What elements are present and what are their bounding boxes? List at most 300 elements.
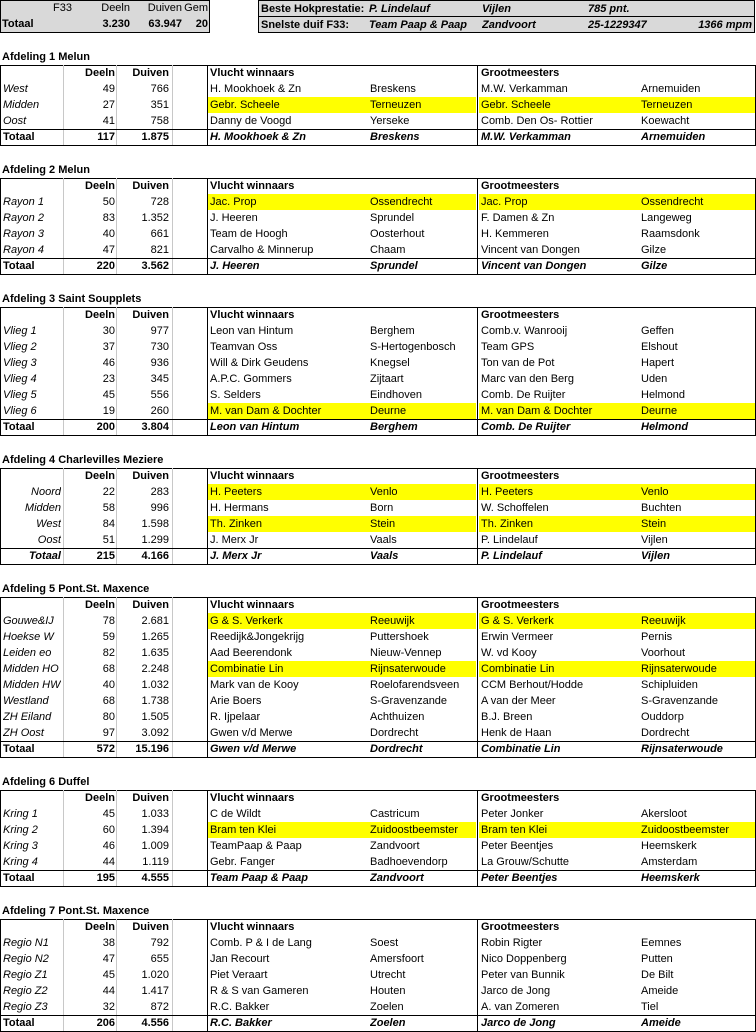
row-deeln[interactable]: 23 xyxy=(102,373,115,385)
section-title[interactable]: Afdeling 1 Melun xyxy=(2,51,90,63)
row-vlucht-name[interactable]: G & S. Verkerk xyxy=(210,615,283,627)
row-groot-name[interactable]: Nico Doppenberg xyxy=(481,953,567,965)
column-header-vlucht[interactable]: Vlucht winnaars xyxy=(210,470,295,482)
row-groot-place[interactable]: Gilze xyxy=(641,244,667,256)
row-vlucht-name[interactable]: Jan Recourt xyxy=(210,953,270,965)
row-groot-name[interactable]: Vincent van Dongen xyxy=(481,244,580,256)
row-vlucht-name[interactable]: Piet Veraart xyxy=(210,969,268,981)
total-groot-place[interactable]: Rijnsaterwoude xyxy=(641,743,723,755)
column-header-vlucht[interactable]: Vlucht winnaars xyxy=(210,792,295,804)
row-vlucht-name[interactable]: TeamPaap & Paap xyxy=(210,840,302,852)
total-deeln[interactable]: 117 xyxy=(97,131,115,143)
row-duiven[interactable]: 766 xyxy=(150,83,169,95)
row-vlucht-name[interactable]: Gebr. Scheele xyxy=(210,99,280,111)
row-groot-name[interactable]: Gebr. Scheele xyxy=(481,99,551,111)
row-vlucht-place[interactable]: Amersfoort xyxy=(370,953,424,965)
row-deeln[interactable]: 41 xyxy=(102,115,115,127)
row-groot-place[interactable]: Voorhout xyxy=(641,647,686,659)
row-vlucht-place[interactable]: Oosterhout xyxy=(370,228,425,240)
row-groot-place[interactable]: Raamsdonk xyxy=(641,228,700,240)
row-vlucht-name[interactable]: Gebr. Fanger xyxy=(210,856,275,868)
row-vlucht-name[interactable]: Th. Zinken xyxy=(210,518,262,530)
row-groot-place[interactable]: Tiel xyxy=(641,1001,659,1013)
row-vlucht-name[interactable]: J. Merx Jr xyxy=(210,534,259,546)
row-groot-place[interactable]: Elshout xyxy=(641,341,678,353)
row-vlucht-name[interactable]: Gwen v/d Merwe xyxy=(210,727,293,739)
total-label[interactable]: Totaal xyxy=(3,131,35,143)
total-deeln[interactable]: 215 xyxy=(96,550,115,562)
row-deeln[interactable]: 37 xyxy=(102,341,115,353)
best-duif-label[interactable]: Snelste duif F33: xyxy=(261,19,350,31)
row-vlucht-name[interactable]: S. Selders xyxy=(210,389,261,401)
row-duiven[interactable]: 792 xyxy=(150,937,169,949)
row-groot-name[interactable]: Robin Rigter xyxy=(481,937,543,949)
row-label[interactable]: Kring 3 xyxy=(3,840,38,852)
row-groot-place[interactable]: Putten xyxy=(641,953,673,965)
row-groot-place[interactable]: Vijlen xyxy=(641,534,668,546)
row-groot-name[interactable]: Jarco de Jong xyxy=(481,985,551,997)
row-vlucht-name[interactable]: Reedijk&Jongekrijg xyxy=(210,631,305,643)
summary-totaal-deeln[interactable]: 3.230 xyxy=(102,18,130,30)
row-groot-name[interactable]: Comb.v. Wanrooij xyxy=(481,325,568,337)
row-duiven[interactable]: 2.681 xyxy=(141,615,169,627)
column-header-duiven[interactable]: Duiven xyxy=(132,599,169,611)
total-duiven[interactable]: 4.555 xyxy=(141,872,169,884)
row-deeln[interactable]: 40 xyxy=(102,228,115,240)
row-groot-name[interactable]: Comb. De Ruijter xyxy=(481,389,566,401)
row-vlucht-place[interactable]: Rijnsaterwoude xyxy=(370,663,446,675)
row-deeln[interactable]: 27 xyxy=(102,99,115,111)
best-hok-label[interactable]: Beste Hokprestatie: xyxy=(261,3,365,15)
row-vlucht-name[interactable]: Teamvan Oss xyxy=(210,341,278,353)
row-groot-place[interactable]: Akersloot xyxy=(641,808,687,820)
row-duiven[interactable]: 1.265 xyxy=(141,631,169,643)
row-vlucht-place[interactable]: Zuidoostbeemster xyxy=(370,824,459,836)
row-label[interactable]: Kring 2 xyxy=(3,824,38,836)
total-vlucht-place[interactable]: Breskens xyxy=(370,131,420,143)
row-label[interactable]: Midden xyxy=(3,99,40,111)
row-vlucht-place[interactable]: Badhoevendorp xyxy=(370,856,448,868)
row-duiven[interactable]: 2.248 xyxy=(141,663,169,675)
row-label[interactable]: Rayon 3 xyxy=(3,228,44,240)
row-deeln[interactable]: 45 xyxy=(102,808,115,820)
row-duiven[interactable]: 1.352 xyxy=(141,212,169,224)
row-vlucht-place[interactable]: S-Gravenzande xyxy=(370,695,448,707)
total-vlucht-name[interactable]: H. Mookhoek & Zn xyxy=(210,131,306,143)
best-duif-place[interactable]: Zandvoort xyxy=(482,19,536,31)
row-vlucht-place[interactable]: Castricum xyxy=(370,808,420,820)
row-groot-name[interactable]: H. Kemmeren xyxy=(481,228,549,240)
row-vlucht-name[interactable]: J. Heeren xyxy=(210,212,258,224)
row-vlucht-place[interactable]: Stein xyxy=(370,518,396,530)
row-vlucht-name[interactable]: H. Mookhoek & Zn xyxy=(210,83,302,95)
total-groot-place[interactable]: Arnemuiden xyxy=(641,131,706,143)
row-duiven[interactable]: 1.394 xyxy=(141,824,169,836)
column-header-vlucht[interactable]: Vlucht winnaars xyxy=(210,921,295,933)
row-groot-name[interactable]: Bram ten Klei xyxy=(481,824,548,836)
row-duiven[interactable]: 936 xyxy=(150,357,169,369)
row-duiven[interactable]: 351 xyxy=(150,99,169,111)
total-vlucht-name[interactable]: J. Heeren xyxy=(210,260,260,272)
section-title[interactable]: Afdeling 7 Pont.St. Maxence xyxy=(2,905,150,917)
summary-header-duiven[interactable]: Duiven xyxy=(147,2,182,14)
row-groot-place[interactable]: Eemnes xyxy=(641,937,682,949)
row-groot-name[interactable]: Jac. Prop xyxy=(481,196,528,208)
column-header-duiven[interactable]: Duiven xyxy=(132,180,169,192)
total-groot-place[interactable]: Ameide xyxy=(641,1017,681,1029)
row-label[interactable]: Vlieg 6 xyxy=(3,405,37,417)
total-groot-place[interactable]: Gilze xyxy=(641,260,668,272)
column-header-duiven[interactable]: Duiven xyxy=(132,67,169,79)
row-vlucht-name[interactable]: R.C. Bakker xyxy=(210,1001,270,1013)
row-vlucht-place[interactable]: Berghem xyxy=(370,325,415,337)
row-deeln[interactable]: 59 xyxy=(102,631,115,643)
row-label[interactable]: Regio N2 xyxy=(3,953,49,965)
row-label[interactable]: Leiden eo xyxy=(3,647,52,659)
row-groot-place[interactable]: Hapert xyxy=(641,357,675,369)
row-deeln[interactable]: 44 xyxy=(102,856,115,868)
row-deeln[interactable]: 68 xyxy=(102,663,115,675)
column-header-duiven[interactable]: Duiven xyxy=(132,921,169,933)
row-label[interactable]: Midden HO xyxy=(3,663,59,675)
row-deeln[interactable]: 40 xyxy=(102,679,115,691)
row-duiven[interactable]: 260 xyxy=(150,405,169,417)
row-label[interactable]: Rayon 4 xyxy=(3,244,44,256)
best-hok-points[interactable]: 785 pnt. xyxy=(588,3,630,15)
row-groot-place[interactable]: Rijnsaterwoude xyxy=(641,663,717,675)
total-vlucht-name[interactable]: R.C. Bakker xyxy=(210,1017,272,1029)
row-vlucht-place[interactable]: Ossendrecht xyxy=(370,196,433,208)
section-title[interactable]: Afdeling 5 Pont.St. Maxence xyxy=(2,583,150,595)
row-groot-place[interactable]: Venlo xyxy=(641,486,669,498)
total-duiven[interactable]: 3.804 xyxy=(141,421,169,433)
row-groot-name[interactable]: H. Peeters xyxy=(481,486,533,498)
row-groot-place[interactable]: Reeuwijk xyxy=(641,615,686,627)
row-vlucht-place[interactable]: Eindhoven xyxy=(370,389,422,401)
total-vlucht-name[interactable]: Leon van Hintum xyxy=(210,421,300,433)
total-deeln[interactable]: 195 xyxy=(96,872,115,884)
row-vlucht-place[interactable]: Zoelen xyxy=(370,1001,404,1013)
total-vlucht-place[interactable]: Dordrecht xyxy=(370,743,423,755)
row-label[interactable]: Oost xyxy=(37,534,61,546)
total-duiven[interactable]: 15.196 xyxy=(135,743,169,755)
row-vlucht-place[interactable]: Vaals xyxy=(370,534,397,546)
summary-header-f33[interactable]: F33 xyxy=(53,2,72,14)
row-duiven[interactable]: 556 xyxy=(150,389,169,401)
row-deeln[interactable]: 45 xyxy=(102,389,115,401)
row-deeln[interactable]: 78 xyxy=(102,615,115,627)
row-groot-name[interactable]: CCM Berhout/Hodde xyxy=(481,679,584,691)
row-groot-place[interactable]: Arnemuiden xyxy=(641,83,701,95)
row-vlucht-name[interactable]: Team de Hoogh xyxy=(210,228,288,240)
row-groot-place[interactable]: Uden xyxy=(641,373,668,385)
row-label[interactable]: Vlieg 1 xyxy=(3,325,37,337)
column-header-deeln[interactable]: Deeln xyxy=(85,180,115,192)
column-header-groot[interactable]: Grootmeesters xyxy=(481,67,560,79)
best-duif-name[interactable]: Team Paap & Paap xyxy=(369,19,468,31)
row-vlucht-place[interactable]: Terneuzen xyxy=(370,99,422,111)
total-deeln[interactable]: 572 xyxy=(96,743,115,755)
row-groot-place[interactable]: Pernis xyxy=(641,631,673,643)
column-header-duiven[interactable]: Duiven xyxy=(132,470,169,482)
row-vlucht-place[interactable]: Yerseke xyxy=(370,115,410,127)
row-vlucht-name[interactable]: A.P.C. Gommers xyxy=(210,373,292,385)
row-duiven[interactable]: 1.020 xyxy=(141,969,169,981)
row-deeln[interactable]: 82 xyxy=(102,647,115,659)
row-duiven[interactable]: 1.505 xyxy=(141,711,169,723)
row-groot-place[interactable]: Zuidoostbeemster xyxy=(641,824,730,836)
column-header-deeln[interactable]: Deeln xyxy=(85,921,115,933)
row-groot-place[interactable]: Dordrecht xyxy=(641,727,690,739)
summary-totaal-duiven[interactable]: 63.947 xyxy=(148,18,182,30)
row-vlucht-name[interactable]: C de Wildt xyxy=(210,808,261,820)
total-label[interactable]: Totaal xyxy=(3,743,35,755)
row-vlucht-name[interactable]: Jac. Prop xyxy=(210,196,257,208)
row-vlucht-place[interactable]: Nieuw-Vennep xyxy=(370,647,442,659)
row-duiven[interactable]: 661 xyxy=(150,228,169,240)
row-groot-name[interactable]: Comb. Den Os- Rottier xyxy=(481,115,593,127)
row-vlucht-place[interactable]: S-Hertogenbosch xyxy=(370,341,456,353)
column-header-deeln[interactable]: Deeln xyxy=(85,792,115,804)
column-header-vlucht[interactable]: Vlucht winnaars xyxy=(210,309,295,321)
total-groot-name[interactable]: Comb. De Ruijter xyxy=(481,421,571,433)
column-header-groot[interactable]: Grootmeesters xyxy=(481,180,560,192)
row-deeln[interactable]: 58 xyxy=(102,502,115,514)
total-vlucht-name[interactable]: Team Paap & Paap xyxy=(210,872,309,884)
row-vlucht-place[interactable]: Puttershoek xyxy=(370,631,429,643)
row-label[interactable]: Vlieg 4 xyxy=(3,373,37,385)
row-duiven[interactable]: 1.032 xyxy=(141,679,169,691)
row-label[interactable]: Regio N1 xyxy=(3,937,49,949)
row-vlucht-place[interactable]: Reeuwijk xyxy=(370,615,415,627)
total-vlucht-place[interactable]: Berghem xyxy=(370,421,418,433)
total-groot-name[interactable]: Combinatie Lin xyxy=(481,743,561,755)
row-groot-place[interactable]: Buchten xyxy=(641,502,682,514)
row-groot-name[interactable]: W. Schoffelen xyxy=(481,502,549,514)
row-deeln[interactable]: 22 xyxy=(102,486,115,498)
row-label[interactable]: ZH Oost xyxy=(3,727,44,739)
row-deeln[interactable]: 51 xyxy=(102,534,115,546)
row-groot-name[interactable]: G & S. Verkerk xyxy=(481,615,554,627)
row-deeln[interactable]: 32 xyxy=(102,1001,115,1013)
row-deeln[interactable]: 45 xyxy=(102,969,115,981)
row-groot-place[interactable]: Amsterdam xyxy=(641,856,698,868)
total-groot-place[interactable]: Heemskerk xyxy=(641,872,700,884)
row-groot-place[interactable]: Stein xyxy=(641,518,667,530)
section-title[interactable]: Afdeling 3 Saint Soupplets xyxy=(2,293,142,305)
row-duiven[interactable]: 283 xyxy=(150,486,169,498)
row-deeln[interactable]: 47 xyxy=(102,244,115,256)
row-groot-place[interactable]: Heemskerk xyxy=(641,840,697,852)
row-label[interactable]: Rayon 1 xyxy=(3,196,44,208)
row-vlucht-place[interactable]: Houten xyxy=(370,985,406,997)
row-vlucht-name[interactable]: R. Ijpelaar xyxy=(210,711,261,723)
column-header-deeln[interactable]: Deeln xyxy=(85,599,115,611)
row-groot-name[interactable]: M.W. Verkamman xyxy=(481,83,568,95)
row-duiven[interactable]: 1.009 xyxy=(141,840,169,852)
row-groot-name[interactable]: Peter Jonker xyxy=(481,808,544,820)
row-vlucht-place[interactable]: Zijtaart xyxy=(370,373,404,385)
total-groot-place[interactable]: Vijlen xyxy=(641,550,670,562)
row-groot-place[interactable]: Helmond xyxy=(641,389,686,401)
row-duiven[interactable]: 821 xyxy=(150,244,169,256)
row-deeln[interactable]: 97 xyxy=(102,727,115,739)
row-vlucht-name[interactable]: Aad Beerendonk xyxy=(210,647,292,659)
row-duiven[interactable]: 1.119 xyxy=(142,856,169,868)
row-groot-name[interactable]: M. van Dam & Dochter xyxy=(481,405,593,417)
row-groot-name[interactable]: Team GPS xyxy=(481,341,535,353)
column-header-groot[interactable]: Grootmeesters xyxy=(481,599,560,611)
row-vlucht-name[interactable]: H. Hermans xyxy=(210,502,269,514)
row-label[interactable]: Kring 4 xyxy=(3,856,38,868)
column-header-vlucht[interactable]: Vlucht winnaars xyxy=(210,180,295,192)
row-deeln[interactable]: 46 xyxy=(102,840,115,852)
total-vlucht-place[interactable]: Zoelen xyxy=(370,1017,406,1029)
row-vlucht-place[interactable]: Born xyxy=(370,502,394,514)
row-vlucht-place[interactable]: Deurne xyxy=(370,405,407,417)
row-vlucht-name[interactable]: R & S van Gameren xyxy=(210,985,309,997)
row-vlucht-place[interactable]: Sprundel xyxy=(370,212,415,224)
row-vlucht-name[interactable]: Bram ten Klei xyxy=(210,824,277,836)
row-vlucht-place[interactable]: Soest xyxy=(370,937,399,949)
row-label[interactable]: Regio Z3 xyxy=(3,1001,48,1013)
summary-header-deeln[interactable]: Deeln xyxy=(101,2,130,14)
row-groot-name[interactable]: Combinatie Lin xyxy=(481,663,555,675)
row-groot-name[interactable]: Erwin Vermeer xyxy=(481,631,554,643)
row-duiven[interactable]: 1.417 xyxy=(141,985,169,997)
row-duiven[interactable]: 728 xyxy=(150,196,169,208)
summary-header-gem[interactable]: Gem xyxy=(184,2,208,14)
row-label[interactable]: ZH Eiland xyxy=(3,711,52,723)
row-label[interactable]: Vlieg 5 xyxy=(3,389,37,401)
row-deeln[interactable]: 30 xyxy=(102,325,115,337)
section-title[interactable]: Afdeling 2 Melun xyxy=(2,164,90,176)
row-deeln[interactable]: 19 xyxy=(102,405,115,417)
row-label[interactable]: Regio Z1 xyxy=(3,969,48,981)
summary-totaal-gem[interactable]: 20 xyxy=(195,18,208,30)
row-groot-place[interactable]: Koewacht xyxy=(641,115,690,127)
row-duiven[interactable]: 996 xyxy=(150,502,169,514)
total-groot-name[interactable]: P. Lindelauf xyxy=(481,550,542,562)
row-label[interactable]: Vlieg 2 xyxy=(3,341,37,353)
total-vlucht-place[interactable]: Sprundel xyxy=(370,260,418,272)
row-vlucht-name[interactable]: Arie Boers xyxy=(210,695,262,707)
row-groot-place[interactable]: Ossendrecht xyxy=(641,196,704,208)
row-label[interactable]: Vlieg 3 xyxy=(3,357,37,369)
row-groot-name[interactable]: A. van Zomeren xyxy=(481,1001,560,1013)
row-deeln[interactable]: 44 xyxy=(102,985,115,997)
row-label[interactable]: Regio Z2 xyxy=(3,985,48,997)
row-groot-name[interactable]: Henk de Haan xyxy=(481,727,552,739)
row-deeln[interactable]: 46 xyxy=(102,357,115,369)
row-duiven[interactable]: 3.092 xyxy=(141,727,169,739)
row-groot-place[interactable]: S-Gravenzande xyxy=(641,695,719,707)
column-header-groot[interactable]: Grootmeesters xyxy=(481,309,560,321)
column-header-deeln[interactable]: Deeln xyxy=(85,470,115,482)
row-vlucht-place[interactable]: Utrecht xyxy=(370,969,406,981)
total-label[interactable]: Totaal xyxy=(29,550,61,562)
row-deeln[interactable]: 84 xyxy=(102,518,115,530)
total-groot-place[interactable]: Helmond xyxy=(641,421,689,433)
row-duiven[interactable]: 977 xyxy=(150,325,169,337)
row-label[interactable]: Gouwe&IJ xyxy=(3,615,54,627)
row-label[interactable]: Midden HW xyxy=(3,679,61,691)
row-duiven[interactable]: 1.299 xyxy=(141,534,169,546)
total-groot-name[interactable]: M.W. Verkamman xyxy=(481,131,571,143)
column-header-duiven[interactable]: Duiven xyxy=(132,792,169,804)
column-header-groot[interactable]: Grootmeesters xyxy=(481,792,560,804)
total-label[interactable]: Totaal xyxy=(3,872,35,884)
row-vlucht-place[interactable]: Venlo xyxy=(370,486,398,498)
row-vlucht-name[interactable]: H. Peeters xyxy=(210,486,262,498)
row-vlucht-place[interactable]: Knegsel xyxy=(370,357,410,369)
row-deeln[interactable]: 60 xyxy=(102,824,115,836)
column-header-deeln[interactable]: Deeln xyxy=(85,67,115,79)
row-label[interactable]: West xyxy=(36,518,61,530)
row-groot-place[interactable]: Ouddorp xyxy=(641,711,684,723)
best-hok-name[interactable]: P. Lindelauf xyxy=(369,3,430,15)
row-groot-name[interactable]: La Grouw/Schutte xyxy=(481,856,570,868)
row-duiven[interactable]: 1.738 xyxy=(141,695,169,707)
row-groot-name[interactable]: Ton van de Pot xyxy=(481,357,555,369)
total-vlucht-place[interactable]: Vaals xyxy=(370,550,399,562)
row-duiven[interactable]: 758 xyxy=(150,115,169,127)
row-vlucht-name[interactable]: Mark van de Kooy xyxy=(210,679,299,691)
section-title[interactable]: Afdeling 6 Duffel xyxy=(2,776,90,788)
row-vlucht-place[interactable]: Roelofarendsveen xyxy=(370,679,460,691)
row-vlucht-name[interactable]: Combinatie Lin xyxy=(210,663,284,675)
total-vlucht-name[interactable]: Gwen v/d Merwe xyxy=(210,743,297,755)
total-duiven[interactable]: 3.562 xyxy=(141,260,169,272)
row-deeln[interactable]: 83 xyxy=(102,212,115,224)
row-deeln[interactable]: 47 xyxy=(102,953,115,965)
total-groot-name[interactable]: Jarco de Jong xyxy=(481,1017,556,1029)
row-groot-place[interactable]: Schipluiden xyxy=(641,679,698,691)
row-label[interactable]: Hoekse W xyxy=(3,631,54,643)
row-vlucht-name[interactable]: Danny de Voogd xyxy=(210,115,292,127)
total-groot-name[interactable]: Peter Beentjes xyxy=(481,872,558,884)
total-vlucht-name[interactable]: J. Merx Jr xyxy=(210,550,262,562)
total-deeln[interactable]: 206 xyxy=(96,1017,115,1029)
row-groot-name[interactable]: Th. Zinken xyxy=(481,518,533,530)
row-vlucht-place[interactable]: Breskens xyxy=(370,83,416,95)
row-vlucht-place[interactable]: Achthuizen xyxy=(370,711,425,723)
row-vlucht-place[interactable]: Dordrecht xyxy=(370,727,419,739)
total-deeln[interactable]: 220 xyxy=(96,260,115,272)
column-header-vlucht[interactable]: Vlucht winnaars xyxy=(210,599,295,611)
total-duiven[interactable]: 4.556 xyxy=(141,1017,169,1029)
row-label[interactable]: Noord xyxy=(31,486,61,498)
row-vlucht-place[interactable]: Chaam xyxy=(370,244,406,256)
row-groot-name[interactable]: Peter Beentjes xyxy=(481,840,554,852)
row-deeln[interactable]: 49 xyxy=(102,83,115,95)
row-label[interactable]: Kring 1 xyxy=(3,808,38,820)
row-label[interactable]: Westland xyxy=(3,695,49,707)
row-groot-place[interactable]: De Bilt xyxy=(641,969,674,981)
row-groot-name[interactable]: W. vd Kooy xyxy=(481,647,537,659)
row-vlucht-name[interactable]: Comb. P & I de Lang xyxy=(210,937,312,949)
row-deeln[interactable]: 38 xyxy=(102,937,115,949)
row-vlucht-place[interactable]: Zandvoort xyxy=(370,840,420,852)
best-duif-speed[interactable]: 1366 mpm xyxy=(698,19,752,31)
row-groot-place[interactable]: Terneuzen xyxy=(641,99,693,111)
row-groot-name[interactable]: P. Lindelauf xyxy=(481,534,538,546)
row-duiven[interactable]: 1.635 xyxy=(141,647,169,659)
row-groot-name[interactable]: A van der Meer xyxy=(481,695,556,707)
row-deeln[interactable]: 50 xyxy=(102,196,115,208)
summary-totaal-label[interactable]: Totaal xyxy=(2,18,34,30)
row-groot-name[interactable]: Marc van den Berg xyxy=(481,373,574,385)
